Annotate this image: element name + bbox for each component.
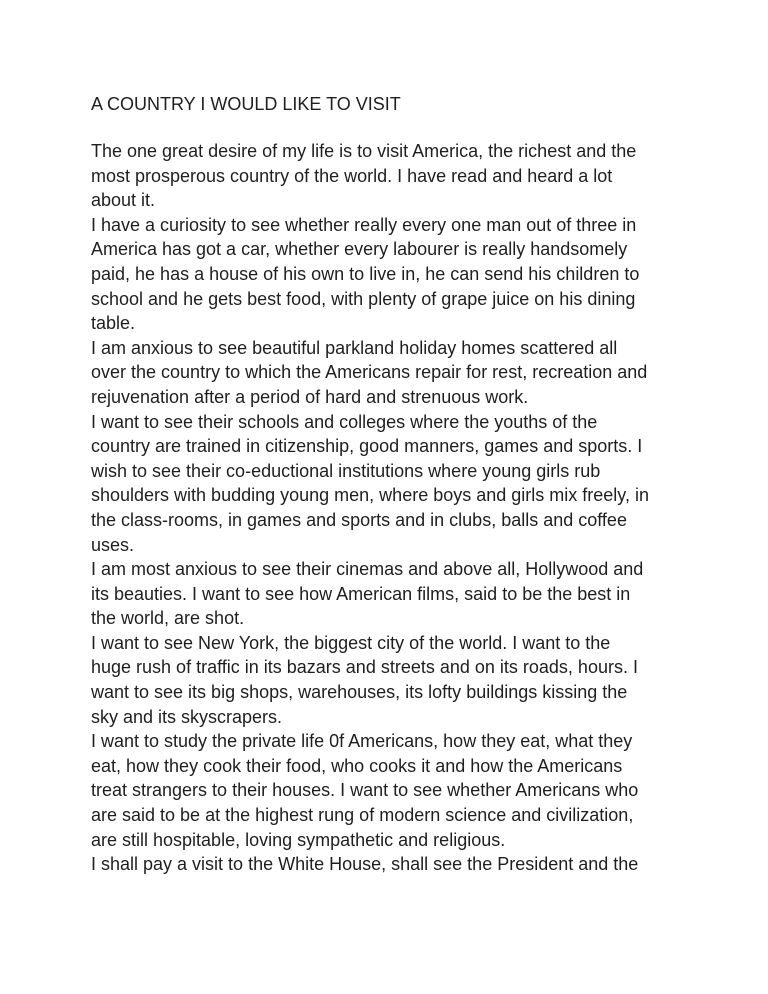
text-line: treat strangers to their houses. I want to see whether Americans who xyxy=(91,780,639,801)
text-line: I am most anxious to see their cinemas and above all, Hollywood and xyxy=(91,559,644,580)
text-line: I want to see their schools and colleges where the youths of the xyxy=(91,411,598,432)
text-line: table. xyxy=(91,313,136,334)
text-line: want to see its big shops, warehouses, its lofty buildings kissing the xyxy=(91,682,628,703)
text-line: I am anxious to see beautiful parkland holiday homes scattered all xyxy=(91,337,618,358)
text-line: I want to study the private life 0f Americans, how they eat, what they xyxy=(91,731,633,752)
text-line: most prosperous country of the world. I have read and heard a lot xyxy=(91,165,613,186)
text-line: the class-rooms, in games and sports and in clubs, balls and coffee xyxy=(91,509,627,530)
text-line: over the country to which the Americans repair for rest, recreation and xyxy=(91,362,648,383)
text-line: country are trained in citizenship, good manners, games and sports. I xyxy=(91,436,643,457)
text-line: paid, he has a house of his own to live in, he can send his children to xyxy=(91,263,640,284)
text-line: shoulders with budding young men, where boys and girls mix freely, in xyxy=(91,485,649,506)
text-line: are said to be at the highest rung of modern science and civilization, xyxy=(91,805,634,826)
text-line: I want to see New York, the biggest city of the world. I want to the xyxy=(91,632,611,653)
text-line: eat, how they cook their food, who cooks it and how the Americans xyxy=(91,755,623,776)
text-line: huge rush of traffic in its bazars and streets and on its roads, hours. I xyxy=(91,657,638,678)
text-line: about it. xyxy=(91,190,156,211)
text-line: wish to see their co-eductional institutions where young girls rub xyxy=(91,460,601,481)
text-line: are still hospitable, loving sympathetic and religious. xyxy=(91,829,506,850)
text-line: rejuvenation after a period of hard and strenuous work. xyxy=(91,386,529,407)
text-line: its beauties. I want to see how American films, said to be the best in xyxy=(91,583,631,604)
text-line: America has got a car, whether every labourer is really handsomely xyxy=(91,239,628,260)
text-line: sky and its skyscrapers. xyxy=(91,706,283,727)
text-line: The one great desire of my life is to visit America, the richest and the xyxy=(91,141,637,161)
text-line: the world, are shot. xyxy=(91,608,245,629)
text-line: school and he gets best food, with plenty of grape juice on his dining xyxy=(91,288,636,309)
document-title: A COUNTRY I WOULD LIKE TO VISIT xyxy=(91,94,401,114)
text-line: I have a curiosity to see whether really every one man out of three in xyxy=(91,214,637,235)
text-line: I shall pay a visit to the White House, shall see the President and the xyxy=(91,854,639,875)
document-body xyxy=(91,139,691,877)
text-line: uses. xyxy=(91,534,135,555)
